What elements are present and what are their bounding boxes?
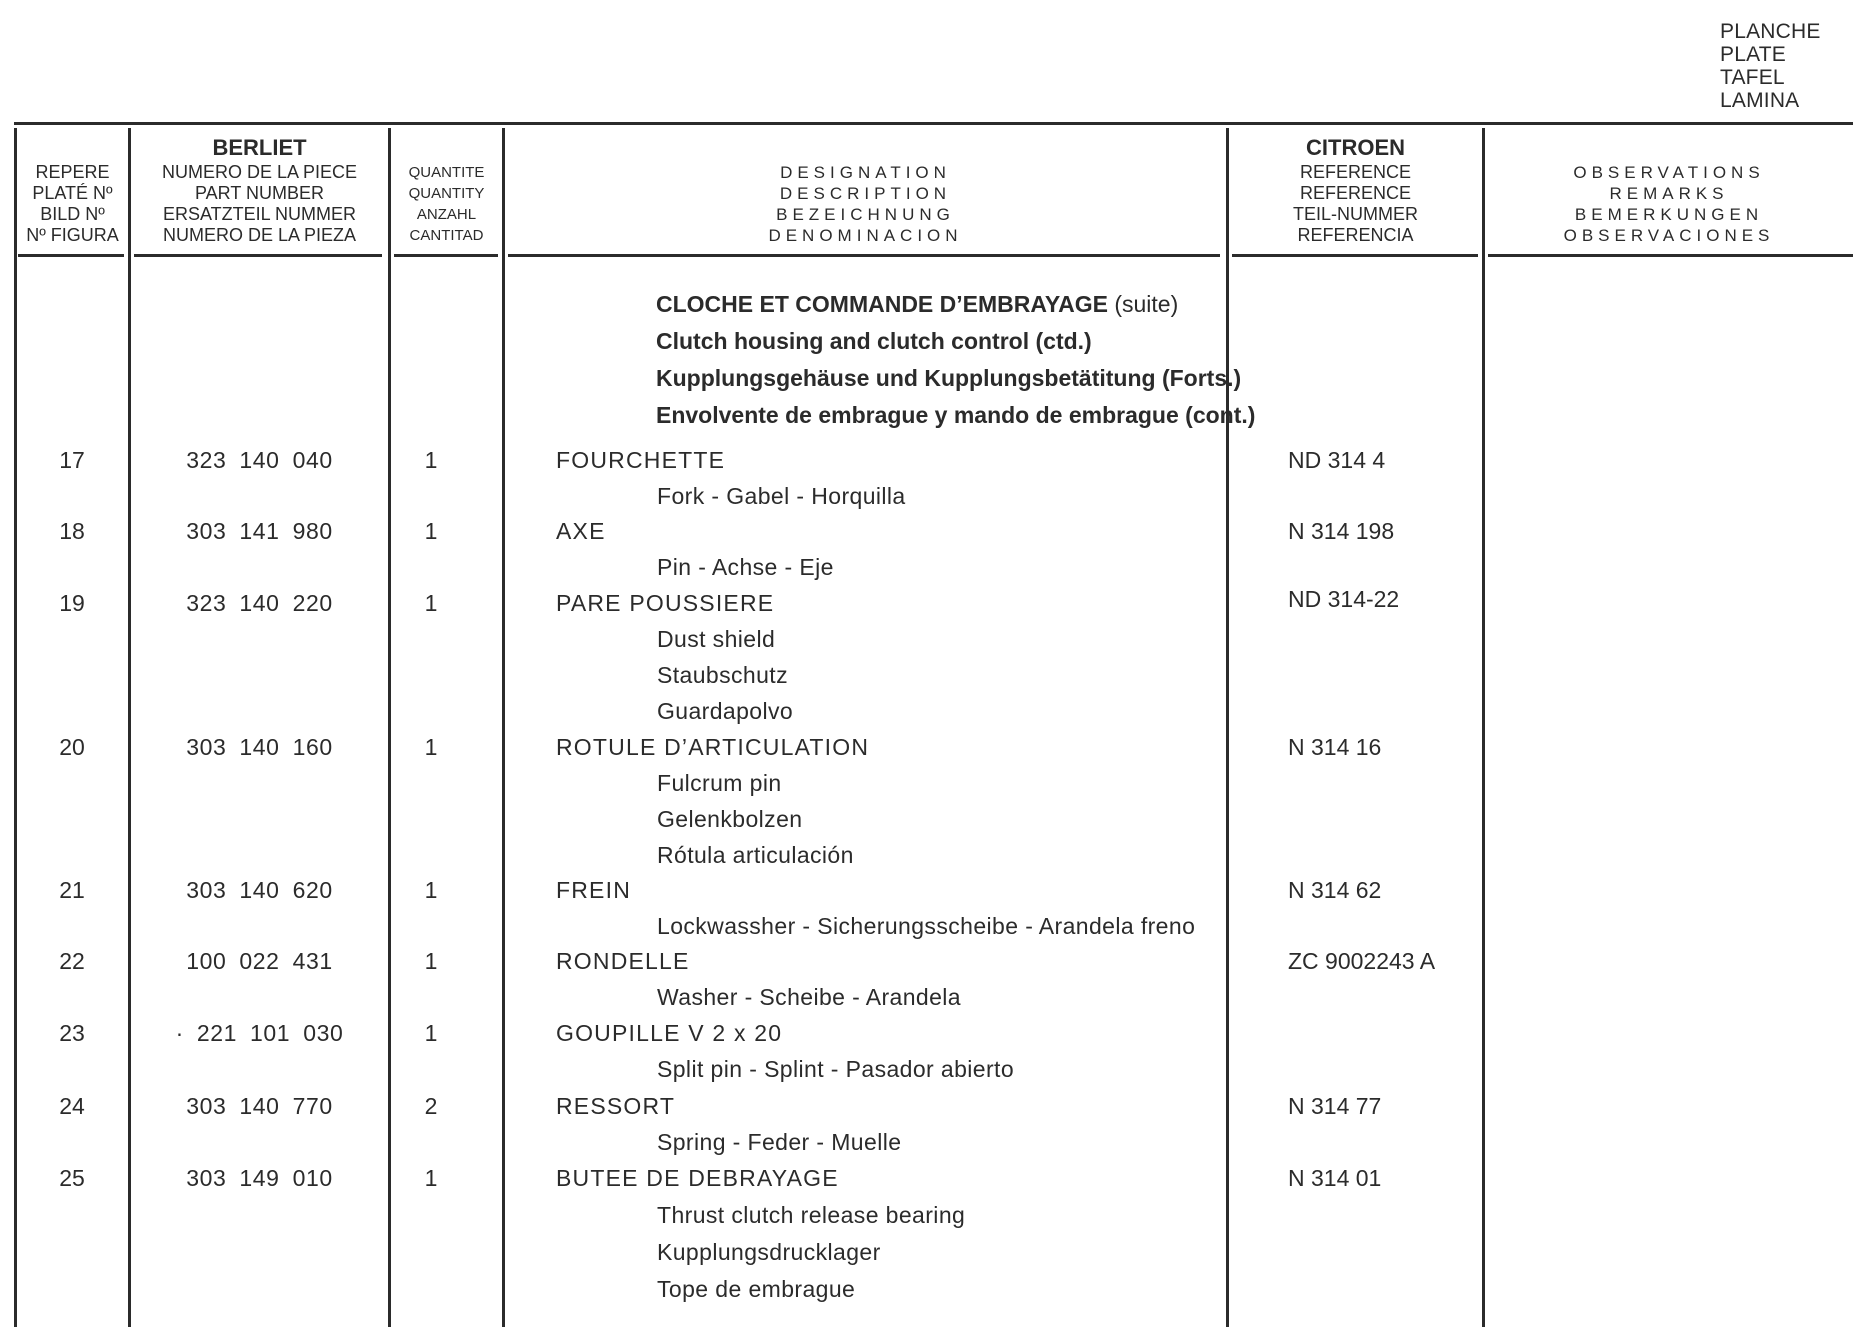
row-citroen-reference: N 314 01: [1288, 1165, 1382, 1191]
header-line: ANZAHL: [416, 206, 477, 223]
row-citroen-reference: ZC 9002243 A: [1288, 948, 1436, 974]
row-citroen-reference: ND 314-22: [1288, 586, 1400, 612]
row-citroen-reference: N 314 62: [1288, 877, 1382, 903]
header-line: OBSERVACIONES: [1563, 226, 1775, 245]
row-translation: Dust shield: [657, 626, 776, 652]
plate-label-line: PLANCHE: [1720, 20, 1821, 43]
row-part-number: 303 141 980: [186, 518, 333, 544]
row-reference: 19: [59, 590, 85, 616]
section-title: [656, 286, 1255, 434]
column-divider: [502, 128, 505, 1327]
row-part-number: 303 140 160: [186, 734, 333, 760]
header-line: ERSATZTEIL NUMMER: [162, 204, 356, 224]
row-reference: 22: [59, 948, 85, 974]
header-line: REPERE: [35, 162, 110, 182]
header-line: REMARKS: [1609, 184, 1729, 203]
row-translation: Guardapolvo: [657, 698, 794, 724]
header-brand-berliet: BERLIET: [212, 135, 307, 160]
header-underline: [394, 254, 498, 257]
row-translation: Pin - Achse - Eje: [657, 554, 834, 580]
row-designation: RONDELLE: [556, 948, 690, 974]
row-quantity: 1: [424, 734, 438, 760]
header-line: QUANTITE: [408, 164, 485, 181]
row-reference: 25: [59, 1165, 85, 1191]
row-designation: PARE POUSSIERE: [556, 590, 775, 616]
plate-label-line: PLATE: [1720, 43, 1786, 66]
row-reference: 18: [59, 518, 85, 544]
row-quantity: 1: [424, 1020, 438, 1046]
header-underline: [1488, 254, 1853, 257]
row-translation: Lockwassher - Sicherungsscheibe - Arandela freno: [657, 913, 1196, 939]
row-designation: ROTULE D’ARTICULATION: [556, 734, 870, 760]
row-reference: 17: [59, 447, 85, 473]
header-line: PART NUMBER: [194, 183, 325, 203]
header-line: Nº FIGURA: [26, 225, 119, 245]
row-designation: GOUPILLE V 2 x 20: [556, 1020, 783, 1046]
section-title-line: Kupplungsgehäuse und Kupplungsbetätitung (Forts.): [656, 365, 1242, 391]
row-part-number: 303 140 770: [186, 1093, 333, 1119]
row-designation: AXE: [556, 518, 606, 544]
header-part-number: [131, 128, 388, 246]
header-line: REFERENCIA: [1297, 225, 1414, 245]
column-divider: [128, 128, 131, 1327]
row-designation: FOURCHETTE: [556, 447, 726, 473]
row-part-number: 323 140 220: [186, 590, 333, 616]
header-line: OBSERVATIONS: [1573, 163, 1765, 182]
row-part-number: 303 140 620: [186, 877, 333, 903]
section-title-line: Envolvente de embrague y mando de embrague (cont.): [656, 402, 1256, 428]
header-line: BILD Nº: [40, 204, 105, 224]
row-citroen-reference: N 314 198: [1288, 518, 1395, 544]
header-line: QUANTITY: [408, 185, 485, 202]
plate-label-line: TAFEL: [1720, 66, 1785, 89]
header-brand-citroen: CITROEN: [1306, 135, 1405, 160]
column-divider: [1482, 128, 1485, 1327]
row-citroen-reference: N 314 16: [1288, 734, 1382, 760]
row-reference: 23: [59, 1020, 85, 1046]
header-line: NUMERO DE LA PIEZA: [162, 225, 357, 245]
plate-label-line: LAMINA: [1720, 89, 1800, 112]
header-line: REFERENCE: [1299, 183, 1411, 203]
header-quantity: [391, 128, 502, 246]
row-translation: Tope de embrague: [657, 1276, 856, 1302]
row-quantity: 1: [424, 948, 438, 974]
header-line: DESIGNATION: [780, 163, 951, 182]
header-line: TEIL-NUMMER: [1293, 204, 1418, 224]
header-line: PLATÉ Nº: [32, 183, 113, 203]
row-part-number: 100 022 431: [186, 948, 333, 974]
column-divider: [14, 128, 17, 1327]
row-translation: Fulcrum pin: [657, 770, 782, 796]
row-reference: 20: [59, 734, 85, 760]
header-citroen-reference: [1229, 128, 1482, 246]
header-line: DENOMINACION: [768, 226, 963, 245]
row-translation: Gelenkbolzen: [657, 806, 803, 832]
row-quantity: 1: [424, 447, 438, 473]
header-underline: [508, 254, 1220, 257]
row-translation: Rótula articulación: [657, 842, 854, 868]
header-line: CANTITAD: [409, 227, 484, 244]
row-quantity: 1: [424, 518, 438, 544]
row-part-number: 323 140 040: [186, 447, 333, 473]
row-reference: 21: [59, 877, 85, 903]
header-line: REFERENCE: [1299, 162, 1411, 182]
header-line: BEMERKUNGEN: [1574, 205, 1764, 224]
row-translation: Thrust clutch release bearing: [657, 1202, 966, 1228]
plate-label: [1720, 20, 1821, 112]
header-underline: [18, 254, 124, 257]
header-reference: [17, 128, 128, 246]
row-designation: BUTEE DE DEBRAYAGE: [556, 1165, 839, 1191]
row-citroen-reference: ND 314 4: [1288, 447, 1386, 473]
header-line: NUMERO DE LA PIECE: [161, 162, 358, 182]
row-quantity: 1: [424, 1165, 438, 1191]
row-translation: Kupplungsdrucklager: [657, 1239, 881, 1265]
row-translation: Washer - Scheibe - Arandela: [657, 984, 961, 1010]
header-line: DESCRIPTION: [779, 184, 952, 203]
row-designation: RESSORT: [556, 1093, 676, 1119]
row-citroen-reference: N 314 77: [1288, 1093, 1382, 1119]
row-part-number: 303 149 010: [186, 1165, 333, 1191]
table-top-rule: [14, 122, 1853, 125]
section-title-line: CLOCHE ET COMMANDE D’EMBRAYAGE (suite): [656, 291, 1179, 317]
header-observations: [1485, 128, 1853, 246]
row-quantity: 1: [424, 590, 438, 616]
row-translation: Spring - Feder - Muelle: [657, 1129, 902, 1155]
row-reference: 24: [59, 1093, 85, 1119]
header-underline: [134, 254, 382, 257]
row-designation: FREIN: [556, 877, 631, 903]
row-translation: Split pin - Splint - Pasador abierto: [657, 1056, 1015, 1082]
row-quantity: 2: [424, 1093, 438, 1119]
row-translation: Fork - Gabel - Horquilla: [657, 483, 906, 509]
header-designation: [505, 128, 1226, 246]
row-quantity: 1: [424, 877, 438, 903]
header-underline: [1232, 254, 1478, 257]
section-title-line: Clutch housing and clutch control (ctd.): [656, 328, 1092, 354]
column-divider: [388, 128, 391, 1327]
row-part-number: · 221 101 030: [175, 1020, 344, 1046]
row-translation: Staubschutz: [657, 662, 788, 688]
header-line: BEZEICHNUNG: [776, 205, 955, 224]
